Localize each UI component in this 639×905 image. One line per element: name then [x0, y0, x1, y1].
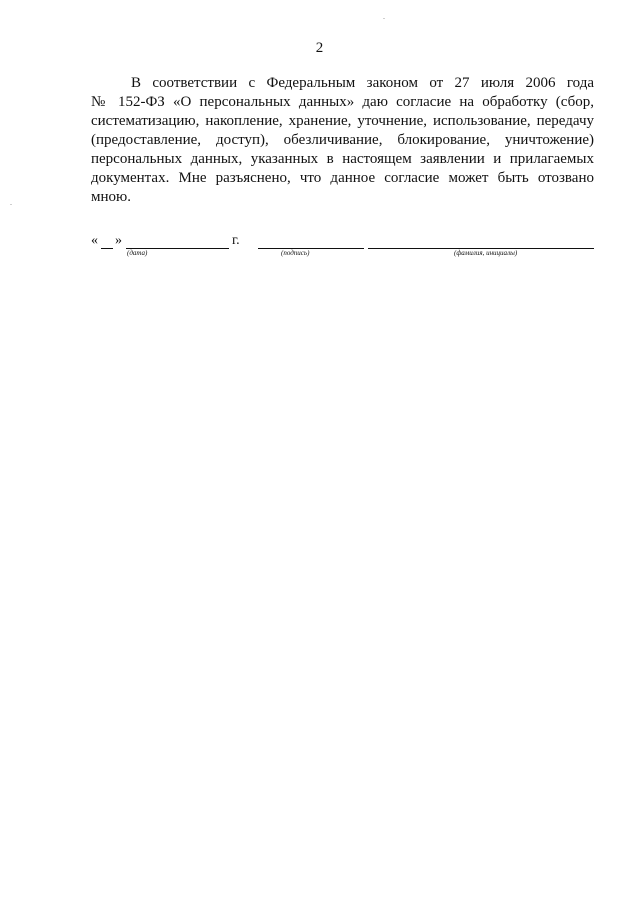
signature-blank-line: [258, 248, 364, 249]
paragraph-line: № 152-ФЗ «О персональных данных» даю согласие на обработку (сбор,: [91, 94, 594, 110]
date-caption: (дата): [127, 249, 148, 257]
day-quote-open: «: [91, 233, 98, 248]
day-blank-line: [101, 248, 113, 249]
scan-speck: [10, 204, 12, 205]
day-quote-close: »: [115, 233, 122, 248]
signature-row: [91, 233, 594, 263]
paragraph-line: документах. Мне разъяснено, что данное согласие может быть отозвано: [91, 170, 594, 186]
signature-caption: (подпись): [281, 249, 310, 257]
paragraph-line: В соответствии с Федеральным законом от 27 июля 2006 года: [131, 75, 594, 91]
paragraph-line: систематизацию, накопление, хранение, уточнение, использование, передачу: [91, 113, 594, 129]
paragraph-line: мною.: [91, 189, 131, 205]
year-suffix: г.: [232, 233, 240, 248]
page-number: 2: [315, 40, 324, 56]
scan-speck: [383, 18, 385, 19]
name-caption: (фамилия, инициалы): [454, 249, 518, 257]
paragraph-line: персональных данных, указанных в настоящем заявлении и прилагаемых: [91, 151, 594, 167]
consent-paragraph: [91, 74, 594, 207]
paragraph-line: (предоставление, доступ), обезличивание, блокирование, уничтожение): [91, 132, 594, 148]
